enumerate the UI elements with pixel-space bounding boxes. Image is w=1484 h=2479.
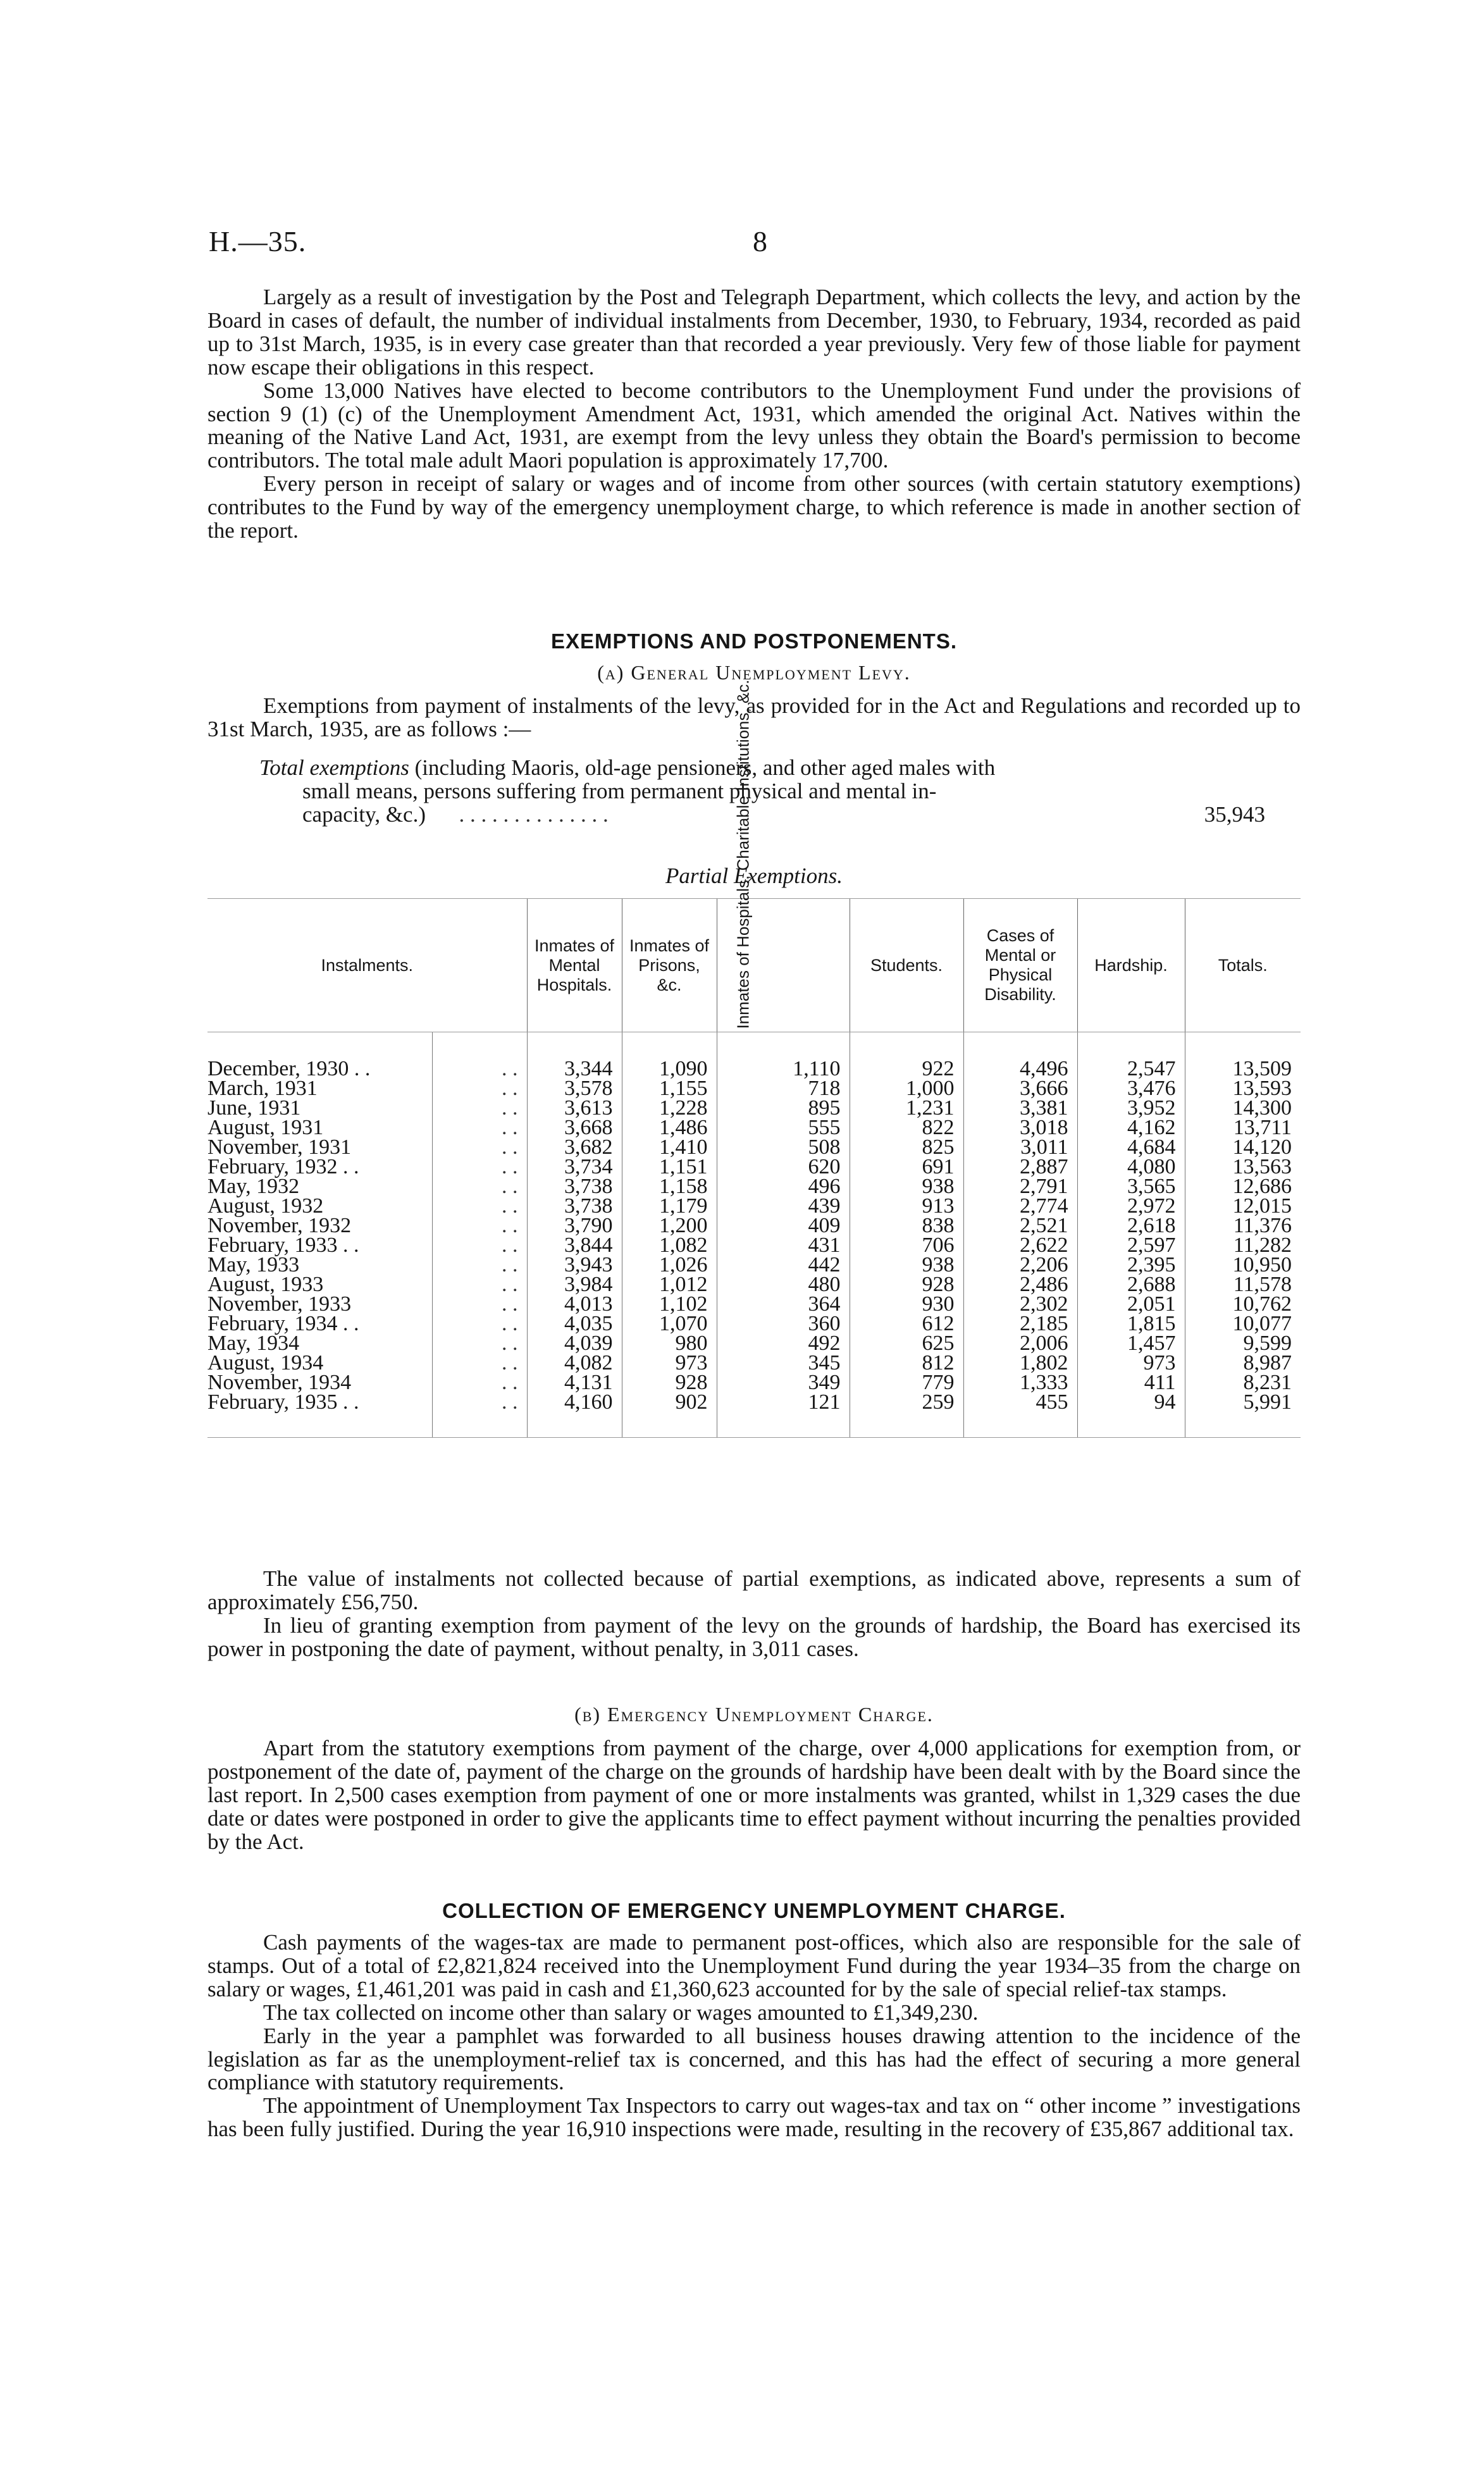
table-cell: 480 [717,1275,850,1294]
intro-paragraph: Some 13,000 Natives have elected to become contributors to the Unemployment Fund under the provisions of section 9 (1) (c) of the Unemployment Amendment Act, 1931, which amended the original Act. Natives within the meaning of the Native Land Act, 1931, are exempt from the levy unless they obtain the Board's permission to become contributors. The total male adult Maori population is approximately 17,700. [207,378,1301,473]
row-label: November, 1932 [207,1214,352,1237]
table-cell: 938 [850,1255,963,1275]
after-table-paragraph: The value of instalments not collected because of partial exemptions, as indicated above, represents a sum of approximately £56,750. [207,1566,1301,1614]
section-heading-collection: COLLECTION OF EMERGENCY UNEMPLOYMENT CHARGE. [442,1899,1066,1922]
table-cell: 973 [1077,1353,1185,1373]
after-table-paragraph: In lieu of granting exemption from payment of the levy on the grounds of hardship, the Board has exercised its power in postponing the date of payment, without penalty, in 3,011 cases. [207,1612,1301,1661]
intro-text [207,286,1301,543]
table-cell: 349 [717,1373,850,1392]
collection-paragraph: The tax collected on income other than salary or wages amounted to £1,349,230. [263,2000,979,2025]
table-cell: 2,302 [963,1294,1077,1314]
table-cell: 121 [717,1392,850,1412]
table-cell: 3,734 [527,1157,622,1177]
table-cell: 620 [717,1157,850,1177]
table-cell: 3,682 [527,1137,622,1157]
table-cell: 364 [717,1294,850,1314]
table-cell: 12,015 [1185,1196,1301,1216]
table-row [207,1216,1301,1235]
exemptions-paragraph: Exemptions from payment of instalments of the levy, as provided for in the Act and Regulations and recorded up to 31st March, 1935, are as follows :— [207,693,1301,741]
table-cell: 9,599 [1185,1333,1301,1353]
row-label: November, 1931 [207,1135,352,1159]
row-label: December, 1930 . . [207,1057,371,1080]
table-cell: 8,231 [1185,1373,1301,1392]
page-number: 8 [753,225,768,257]
table-cell: 2,521 [963,1216,1077,1235]
total-exemptions-label: Total exemptions [259,755,409,780]
table-cell: 455 [963,1392,1077,1412]
table-cell: 555 [717,1118,850,1137]
table-row [207,1255,1301,1275]
table-row [207,1373,1301,1392]
column-header: Inmates of Mental Hospitals. [527,899,622,1032]
table-cell: 1,012 [622,1275,717,1294]
table-cell: 2,185 [963,1314,1077,1333]
leader-dots: . . [432,1137,527,1157]
table-cell: 411 [1077,1373,1185,1392]
leader-dots: . . [432,1079,527,1098]
column-header: Inmates of Hospitals, Charitable Institutions, &c. [717,899,850,1032]
table-cell: 1,410 [622,1137,717,1157]
intro-paragraph: Every person in receipt of salary or wages and of income from other sources (with certain statutory exemptions) contributes to the Fund by way of the emergency unemployment charge, to which reference is made in another section of the report. [207,471,1301,543]
table-cell: 1,486 [622,1118,717,1137]
leader-dots: . . [432,1255,527,1275]
total-exemptions-value: 35,943 [1204,802,1265,827]
table-cell: 2,774 [963,1196,1077,1216]
table-row [207,1235,1301,1255]
table-cell: 2,051 [1077,1294,1185,1314]
table-cell: 973 [622,1353,717,1373]
table-cell: 13,563 [1185,1157,1301,1177]
table-row [207,1353,1301,1373]
leader-dots: . . [432,1098,527,1118]
table-row [207,1098,1301,1118]
table-cell: 409 [717,1216,850,1235]
table-cell: 913 [850,1196,963,1216]
table-cell: 496 [717,1177,850,1196]
table-cell: 10,762 [1185,1294,1301,1314]
table-cell: 1,228 [622,1098,717,1118]
leader-dots: . . [432,1314,527,1333]
table-cell: 2,395 [1077,1255,1185,1275]
table-cell: 3,018 [963,1118,1077,1137]
row-label: May, 1932 [207,1175,300,1198]
leader-dots: . . [432,1392,527,1412]
table-cell: 2,547 [1077,1059,1185,1079]
table-cell: 11,578 [1185,1275,1301,1294]
row-label: November, 1933 [207,1292,352,1316]
leader-dots: . . [432,1196,527,1216]
row-label: November, 1934 [207,1371,352,1394]
table-row [207,1177,1301,1196]
table-cell: 4,496 [963,1059,1077,1079]
row-label: February, 1935 . . [207,1390,359,1414]
leader-dots: . . [432,1294,527,1314]
total-exemptions-text: small means, persons suffering from permanent physical and mental in- [302,779,937,803]
table-cell: 691 [850,1157,963,1177]
table-cell: 1,151 [622,1157,717,1177]
total-exemptions-text: (including Maoris, old-age pensioners, and other aged males with [409,755,996,780]
after-table-text [207,1567,1301,1661]
table-cell: 3,344 [527,1059,622,1079]
table-cell: 838 [850,1216,963,1235]
table-cell: 3,011 [963,1137,1077,1157]
row-label: February, 1933 . . [207,1233,359,1257]
table-cell: 1,179 [622,1196,717,1216]
table-cell: 1,231 [850,1098,963,1118]
column-header: Totals. [1185,899,1301,1032]
intro-paragraph: Largely as a result of investigation by the Post and Telegraph Department, which collects the levy, and action by the Board in cases of default, the number of individual instalments from December, 1930, to February, 1934, recorded as paid up to 31st March, 1935, is in every case greater than that recorded a year previously. Very few of those liable for payment now escape their obligations in this respect. [207,285,1301,380]
table-cell: 1,082 [622,1235,717,1255]
table-cell: 94 [1077,1392,1185,1412]
table-cell: 825 [850,1137,963,1157]
table-row [207,1059,1301,1079]
table-cell: 3,738 [527,1177,622,1196]
table-cell: 14,120 [1185,1137,1301,1157]
column-header: Instalments. [207,899,527,1032]
row-label: August, 1934 [207,1351,324,1375]
collection-paragraph: Cash payments of the wages-tax are made to permanent post-offices, which also are responsible for the sale of stamps. Out of a total of £2,821,824 received into the Unemployment Fund during the year 1934–35 from the charge on salary or wages, £1,461,201 was paid in cash and £1,360,623 accounted for by the sale of special relief-tax stamps. [207,1930,1301,2001]
row-label: August, 1932 [207,1194,324,1218]
column-header: Hardship. [1077,899,1185,1032]
table-cell: 3,565 [1077,1177,1185,1196]
leader-dots: . . [432,1235,527,1255]
table-cell: 625 [850,1333,963,1353]
table-cell: 3,943 [527,1255,622,1275]
table-cell: 345 [717,1353,850,1373]
total-exemptions [207,756,1301,826]
leader-dots: . . [432,1373,527,1392]
table-cell: 3,984 [527,1275,622,1294]
table-cell: 930 [850,1294,963,1314]
table-cell: 3,476 [1077,1079,1185,1098]
leader-dots: . . [432,1157,527,1177]
column-header: Cases of Mental or Physical Disability. [963,899,1077,1032]
table-row [207,1196,1301,1216]
table-cell: 3,381 [963,1098,1077,1118]
subheading-emergency-charge: (b) Emergency Unemployment Charge. [574,1703,934,1726]
table-cell: 4,131 [527,1373,622,1392]
table-cell: 1,333 [963,1373,1077,1392]
table-cell: 2,972 [1077,1196,1185,1216]
table-cell: 5,991 [1185,1392,1301,1412]
table-cell: 4,162 [1077,1118,1185,1137]
table-cell: 259 [850,1392,963,1412]
table-cell: 2,006 [963,1333,1077,1353]
table-cell: 2,486 [963,1275,1077,1294]
table-cell: 1,200 [622,1216,717,1235]
table-cell: 812 [850,1353,963,1373]
table-cell: 492 [717,1333,850,1353]
table-cell: 1,457 [1077,1333,1185,1353]
column-header: Inmates of Prisons, &c. [622,899,717,1032]
report-reference: H.—35. [209,225,307,257]
total-exemptions-text: capacity, &c.) [302,802,426,827]
table-cell: 13,593 [1185,1079,1301,1098]
table-cell: 10,077 [1185,1314,1301,1333]
subheading-general-levy: (a) General Unemployment Levy. [597,661,911,684]
row-label: March, 1931 [207,1077,318,1100]
table-cell: 2,618 [1077,1216,1185,1235]
table-cell: 8,987 [1185,1353,1301,1373]
table-cell: 3,790 [527,1216,622,1235]
table-cell: 2,622 [963,1235,1077,1255]
row-label: August, 1933 [207,1273,324,1296]
table-cell: 360 [717,1314,850,1333]
table-cell: 3,844 [527,1235,622,1255]
table-cell: 12,686 [1185,1177,1301,1196]
table-cell: 706 [850,1235,963,1255]
table-cell: 1,110 [717,1059,850,1079]
row-label: June, 1931 [207,1096,301,1120]
table-cell: 2,597 [1077,1235,1185,1255]
partial-exemptions-title: Partial Exemptions. [665,863,843,888]
table-cell: 508 [717,1137,850,1157]
table-cell: 980 [622,1333,717,1353]
leader-dots: . . [432,1216,527,1235]
table-cell: 2,206 [963,1255,1077,1275]
table-row [207,1333,1301,1353]
table-cell: 1,815 [1077,1314,1185,1333]
table-cell: 13,711 [1185,1118,1301,1137]
leader-dots: . . [432,1333,527,1353]
table-cell: 928 [622,1373,717,1392]
table-cell: 14,300 [1185,1098,1301,1118]
table-cell: 779 [850,1373,963,1392]
table-cell: 439 [717,1196,850,1216]
collection-paragraph: Early in the year a pamphlet was forwarded to all business houses drawing attention to the incidence of the legislation as far as the unemployment-relief tax is concerned, and this has had the effect of securing a more general compliance with statutory requirements. [207,2023,1301,2095]
exemptions-text [207,695,1301,741]
column-header: Students. [850,899,963,1032]
table-cell: 895 [717,1098,850,1118]
table-cell: 3,952 [1077,1098,1185,1118]
table-row [207,1137,1301,1157]
table-cell: 10,950 [1185,1255,1301,1275]
leader-dots: . . . . . . . . . . . . . . [459,802,609,827]
table-header-row [207,899,1301,1032]
table-cell: 4,684 [1077,1137,1185,1157]
table-cell: 4,039 [527,1333,622,1353]
table-cell: 2,688 [1077,1275,1185,1294]
table-cell: 1,155 [622,1079,717,1098]
table-cell: 1,090 [622,1059,717,1079]
table-row [207,1275,1301,1294]
row-label: February, 1934 . . [207,1312,359,1335]
table-cell: 4,035 [527,1314,622,1333]
table-cell: 3,613 [527,1098,622,1118]
leader-dots: . . [432,1275,527,1294]
table-cell: 938 [850,1177,963,1196]
table-cell: 4,080 [1077,1157,1185,1177]
table-cell: 11,376 [1185,1216,1301,1235]
row-label: August, 1931 [207,1116,324,1139]
table-row [207,1079,1301,1098]
table-row [207,1118,1301,1137]
table-cell: 928 [850,1275,963,1294]
table-cell: 3,738 [527,1196,622,1216]
table-cell: 13,509 [1185,1059,1301,1079]
collection-paragraph: The appointment of Unemployment Tax Inspectors to carry out wages-tax and tax on “ other income ” investigations has been fully justified. During the year 16,910 inspections were made, resulting in the recovery of £35,867 additional tax. [207,2093,1301,2142]
emergency-charge-text [207,1737,1301,1854]
section-heading-exemptions: EXEMPTIONS AND POSTPONEMENTS. [550,629,957,653]
table-cell: 2,791 [963,1177,1077,1196]
table-cell: 822 [850,1118,963,1137]
table-row [207,1392,1301,1412]
table-cell: 3,666 [963,1079,1077,1098]
row-label: May, 1933 [207,1253,300,1277]
table-cell: 1,000 [850,1079,963,1098]
table-cell: 431 [717,1235,850,1255]
table-cell: 3,668 [527,1118,622,1137]
leader-dots: . . [432,1059,527,1079]
row-label: February, 1932 . . [207,1155,359,1178]
table-row [207,1314,1301,1333]
leader-dots: . . [432,1177,527,1196]
leader-dots: . . [432,1353,527,1373]
table-cell: 442 [717,1255,850,1275]
table-cell: 1,102 [622,1294,717,1314]
emergency-charge-paragraph: Apart from the statutory exemptions from payment of the charge, over 4,000 applications for exemption from, or postponement of the date of, payment of the charge on the grounds of hardship have been dealt with by the Board since the last report. In 2,500 cases exemption from payment of one or more instalments was granted, whilst in 1,329 cases the due date or dates were postponed in order to give the applicants time to effect payment without incurring the penalties provided by the Act. [207,1736,1301,1854]
table-cell: 1,070 [622,1314,717,1333]
table-cell: 4,082 [527,1353,622,1373]
table-cell: 3,578 [527,1079,622,1098]
table-cell: 1,026 [622,1255,717,1275]
table-cell: 4,013 [527,1294,622,1314]
leader-dots: . . [432,1118,527,1137]
table-cell: 922 [850,1059,963,1079]
table-cell: 612 [850,1314,963,1333]
collection-text [207,1931,1301,2141]
table-cell: 718 [717,1079,850,1098]
table-row [207,1294,1301,1314]
table-cell: 11,282 [1185,1235,1301,1255]
table-cell: 902 [622,1392,717,1412]
table-cell: 4,160 [527,1392,622,1412]
row-label: May, 1934 [207,1332,300,1355]
table-cell: 2,887 [963,1157,1077,1177]
table-cell: 1,802 [963,1353,1077,1373]
table-cell: 1,158 [622,1177,717,1196]
table-row [207,1157,1301,1177]
